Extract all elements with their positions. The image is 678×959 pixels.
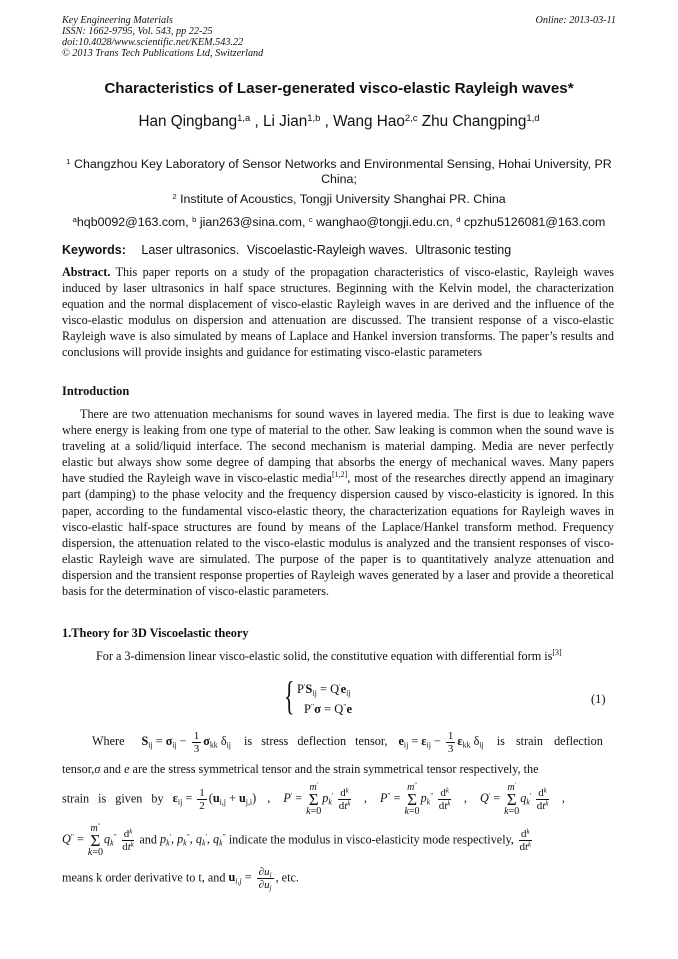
email[interactable]: $^b$ jian263@sina.com, <box>192 214 309 229</box>
affiliation-2: $^2$ Institute of Acoustics, Tongji University Shanghai PR. China <box>172 191 506 206</box>
keywords <box>62 243 616 257</box>
introduction-text: There are two attenuation mechanisms for sound waves in layered media. The first is due to leaking wave where energy is leaking from one type of material to the other. Saw leaking is common when the sound wave is traveling at a solid/liquid interface. The second mechanism is material damping. Media are never perfectly elastic but always show some degree of damping that absorbs the energy of mechanical waves. Many papers have studied the Rayleigh wave in visco-elastic media[1,2], most of the researches directly append an imaginary part (damping) to the phase velocity and the frequency dispersion caused by visco-elasticity is ignored. In this paper, according to the fundamental visco-elastic theory, the characterization equations for Rayleigh waves in visco-elastic half-space structures are found by means of the Laplace/Hankel transform method. Frequency dispersion, the attenuation related to the visco-elastic modulus is analyzed and the transient responses of visco-elastic Rayleigh wave are simulated. The purpose of the paper is to quantitatively analyze attenuation and dispersion and the transient response properties of Rayleigh waves generated by a laser and provide a theoretical basis for the determination of visco-elastic parameters. <box>62 407 614 599</box>
math: $\varepsilon_{ij}$ = $\frac{1}{2}$ $(u_{i,j} + u_{j,i})$ <box>172 787 257 812</box>
section-heading-theory: 1.Theory for 3D Viscoelastic theory <box>62 626 249 640</box>
equation-number: (1) <box>591 692 606 706</box>
paper-title: Characteristics of Laser-generated visco-elastic Rayleigh waves* <box>104 80 574 97</box>
keyword: Ultrasonic testing <box>415 243 512 257</box>
author: Han Qingbang$^{1,a}$ , <box>138 112 264 130</box>
author: Li Jian$^{1,b}$ , <box>263 112 334 130</box>
abstract-label: Abstract. <box>62 265 111 279</box>
author: Zhu Changping$^{1,d}$ <box>421 112 540 130</box>
math: Q' = m' Σ $k=0q_k'$ $\frac{d^k}{dt^k}$ <box>480 781 549 817</box>
math: $\frac{d^k}{dt^k}$ <box>519 828 532 853</box>
email[interactable]: $^a$hqb0092@163.com, <box>72 214 193 229</box>
left-brace: { <box>284 673 295 718</box>
theory-intro: For a 3-dimension linear visco-elastic solid, the constitutive equation with differential form is[3] <box>96 648 562 663</box>
math: $e_{ij} = \varepsilon_{ij}$ − $\frac{1}{3}$ $\varepsilon_{kk}$ $\delta_{ij}$ <box>398 730 484 755</box>
definition-line: Q" = m" Σ $k=0q_k^"$ $\frac{d^k}{dt^k}$ and $p_k'$, $p_k^"$, $q_k'$, $q_k^"$ indicate the modulus in visco-elasticity mode respectively, $\frac{d^k}{dt^k}$ <box>62 824 614 857</box>
math: $S_{ij} = \sigma_{ij}$ − $\frac{1}{3}$ $\sigma_{kk}$ $\delta_{ij}$ <box>141 730 231 755</box>
doi-line: doi:10.4028/www.scientific.net/KEM.543.22 <box>62 37 244 48</box>
issn-line: ISSN: 1662-9795, Vol. 543, pp 22-25 <box>62 26 213 37</box>
abstract-text: This paper reports on a study of the propagation characteristics of visco-elastic, Rayleigh waves induced by laser ultrasonics in half space structures. Beginning with the Kelvin model, the characterization equation and the normal displacement of visco-elastic Rayleigh waves in are derived and the influence of the visco-elastic modulus on dispersion and attenuation are discussed. The transient response of a visco-elastic Rayleigh wave is also simulated by means of Laplace and Hankel inversion transforms. The paper’s results and conclusions will provide insights and guidance for estimating visco-elastic parameters <box>62 265 614 360</box>
equation-line: P"σ = Q"e <box>304 701 352 716</box>
keywords-label: Keywords: <box>62 243 126 257</box>
abstract <box>62 264 614 361</box>
affiliation-1: $^1$ Changzhou Key Laboratory of Sensor Networks and Environmental Sensing, Hohai University, PR China; <box>66 156 612 186</box>
math: Q" = m" Σ $k=0q_k^"$ $\frac{d^k}{dt^k}$ <box>62 822 134 858</box>
definition-line: means k order derivative to t, and $u_{i,j}$ = $\frac{\partial u_i}{\partial u_j}$ , etc. <box>62 866 299 893</box>
math: $u_{i,j}$ = $\frac{\partial u_i}{\partial u_j}$ <box>228 866 272 893</box>
journal-name: Key Engineering Materials <box>62 15 173 26</box>
citation[interactable]: [3] <box>552 648 562 657</box>
keyword: Viscoelastic-Rayleigh waves. <box>246 243 408 257</box>
email-list <box>62 215 616 230</box>
journal-header <box>62 15 616 59</box>
keyword: Laser ultrasonics. <box>141 243 240 257</box>
online-date: Online: 2013-03-11 <box>535 15 616 26</box>
definition-line: tensor,σ and e are the stress symmetrical tensor and the strain symmetrical tensor respectively, the <box>62 762 539 776</box>
math: $p_k'$, $p_k^"$, $q_k'$, $q_k^"$ <box>159 832 226 848</box>
equation-line: $P'S_{ij} = Q'e_{ij}$ <box>297 681 351 698</box>
citation[interactable]: [1,2] <box>331 470 348 480</box>
definition-line: strain is given by $\varepsilon_{ij}$ = $\frac{1}{2}$ $(u_{i,j} + u_{j,i})$ , P' = m' Σ $k=0p_k'$ $\frac{d^k}{dt^k}$ , P" = m" Σ $k=0p_k^"$ $\frac{d^k}{dt^k}$ , Q' = m' Σ $k=0q_k'$ $\frac{d^k}{dt^k}$ , <box>62 781 565 817</box>
definition-line: Where $S_{ij} = \sigma_{ij}$ − $\frac{1}{3}$ $\sigma_{kk}$ $\delta_{ij}$ is stress deflection tensor, $e_{ij} = \varepsilon_{ij}$ − $\frac{1}{3}$ $\varepsilon_{kk}$ $\delta_{ij}$ is strain deflection <box>92 730 603 755</box>
math: P' = m' Σ $k=0p_k'$ $\frac{d^k}{dt^k}$ <box>283 781 351 817</box>
math: P" = m" Σ $k=0p_k^"$ $\frac{d^k}{dt^k}$ <box>379 781 451 817</box>
author-list <box>40 113 638 131</box>
email[interactable]: $^d$ cpzhu5126081@163.com <box>456 214 606 229</box>
author: Wang Hao$^{2,c}$ <box>333 112 418 130</box>
email[interactable]: $^c$ wanghao@tongji.edu.cn, <box>308 214 457 229</box>
copyright-line: © 2013 Trans Tech Publications Ltd, Switzerland <box>62 48 264 59</box>
section-heading-introduction: Introduction <box>62 384 130 398</box>
